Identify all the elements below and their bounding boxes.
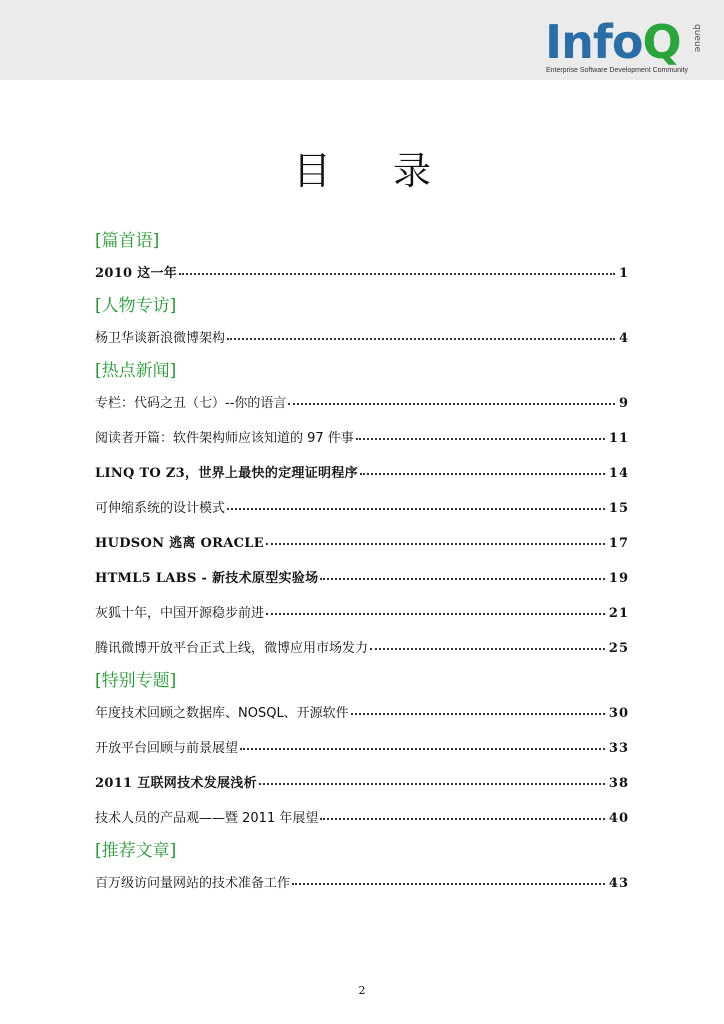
toc-entry[interactable] bbox=[95, 631, 629, 666]
dot-leader bbox=[179, 272, 615, 275]
toc-entry-title: 腾讯微博开放平台正式上线，微博应用市场发力 bbox=[95, 641, 369, 656]
table-of-contents bbox=[95, 226, 629, 901]
page-title: 目录 bbox=[292, 149, 493, 193]
toc-entry-title: 2010 这一年 bbox=[95, 266, 178, 281]
dot-leader bbox=[266, 612, 605, 615]
toc-entry-title: 专栏：代码之丑（七）--你的语言 bbox=[95, 396, 287, 411]
toc-entry-page: 1 bbox=[618, 266, 629, 281]
section-heading: [热点新闻] bbox=[95, 361, 177, 381]
dot-leader bbox=[288, 402, 615, 405]
toc-entry[interactable] bbox=[95, 256, 629, 291]
dot-leader bbox=[227, 337, 615, 340]
toc-entry[interactable] bbox=[95, 491, 629, 526]
toc-entry-page: 17 bbox=[608, 536, 629, 551]
page-number: 2 bbox=[358, 984, 366, 997]
toc-entry-page: 14 bbox=[608, 466, 629, 481]
dot-leader bbox=[259, 782, 605, 785]
toc-entry-title: 阅读者开篇：软件架构师应该知道的 97 件事 bbox=[95, 431, 354, 446]
toc-entry-title: HUDSON 逃离 ORACLE bbox=[95, 536, 264, 551]
toc-entry[interactable] bbox=[95, 526, 629, 561]
toc-entry[interactable] bbox=[95, 386, 629, 421]
dot-leader bbox=[320, 577, 604, 580]
toc-entry[interactable] bbox=[95, 801, 629, 836]
logo-q-text: Q bbox=[642, 15, 681, 69]
dot-leader bbox=[360, 472, 605, 475]
section-heading: [推荐文章] bbox=[95, 841, 177, 861]
dot-leader bbox=[240, 747, 605, 750]
section-heading: [特别专题] bbox=[95, 671, 177, 691]
logo-wordmark bbox=[545, 16, 681, 68]
toc-entry-title: 可伸缩系统的设计模式 bbox=[95, 501, 226, 516]
toc-entry-title: 灰狐十年，中国开源稳步前进 bbox=[95, 606, 265, 621]
toc-entry-page: 19 bbox=[608, 571, 629, 586]
dot-leader bbox=[356, 437, 605, 440]
toc-entry-title: 杨卫华谈新浪微博架构 bbox=[95, 331, 226, 346]
toc-entry-page: 4 bbox=[618, 331, 629, 346]
dot-leader bbox=[320, 817, 605, 820]
toc-entry-page: 43 bbox=[608, 876, 629, 891]
header-band bbox=[0, 0, 724, 80]
toc-entry[interactable] bbox=[95, 866, 629, 901]
toc-entry-title: 开放平台回顾与前景展望 bbox=[95, 741, 239, 756]
toc-entry-page: 11 bbox=[608, 431, 629, 446]
logo-tagline: Enterprise Software Development Community bbox=[546, 67, 689, 74]
dot-leader bbox=[266, 542, 605, 545]
toc-entry[interactable] bbox=[95, 766, 629, 801]
toc-entry-page: 21 bbox=[608, 606, 629, 621]
toc-entry[interactable] bbox=[95, 596, 629, 631]
toc-entry[interactable] bbox=[95, 561, 629, 596]
toc-entry-page: 40 bbox=[608, 811, 629, 826]
toc-entry-page: 33 bbox=[608, 741, 629, 756]
toc-entry[interactable] bbox=[95, 321, 629, 356]
logo-info-text: Info bbox=[545, 15, 643, 69]
toc-entry[interactable] bbox=[95, 421, 629, 456]
toc-entry-title: 百万级访问量网站的技术准备工作 bbox=[95, 876, 291, 891]
toc-entry[interactable] bbox=[95, 456, 629, 491]
toc-entry[interactable] bbox=[95, 696, 629, 731]
toc-entry-page: 25 bbox=[608, 641, 629, 656]
dot-leader bbox=[351, 712, 605, 715]
dot-leader bbox=[292, 882, 605, 885]
toc-entry-page: 38 bbox=[608, 776, 629, 791]
toc-entry-title: 技术人员的产品观——暨 2011 年展望 bbox=[95, 811, 319, 826]
toc-entry-title: HTML5 LABS - 新技术原型实验场 bbox=[95, 571, 319, 586]
logo-queue-text: queue bbox=[692, 24, 702, 53]
toc-entry-title: 2011 互联网技术发展浅析 bbox=[95, 776, 257, 791]
dot-leader bbox=[370, 647, 605, 650]
dot-leader bbox=[227, 507, 605, 510]
toc-entry-page: 30 bbox=[608, 706, 629, 721]
toc-entry[interactable] bbox=[95, 731, 629, 766]
toc-entry-page: 15 bbox=[608, 501, 629, 516]
toc-entry-title: 年度技术回顾之数据库、NOSQL、开源软件 bbox=[95, 706, 349, 721]
toc-entry-page: 9 bbox=[618, 396, 629, 411]
toc-entry-title: LINQ TO Z3，世界上最快的定理证明程序 bbox=[95, 466, 358, 481]
section-heading: [人物专访] bbox=[95, 296, 177, 316]
infoq-logo[interactable] bbox=[545, 16, 715, 78]
section-heading: [篇首语] bbox=[95, 231, 160, 251]
